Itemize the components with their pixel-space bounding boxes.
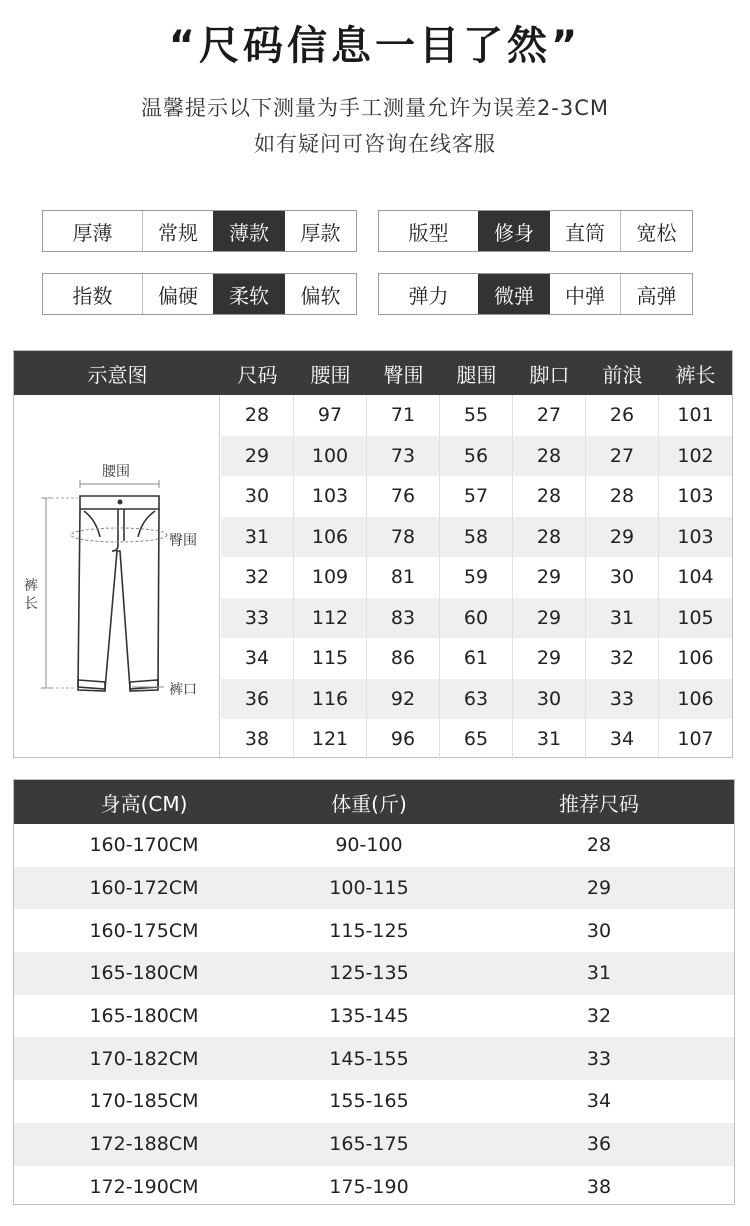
table-cell: 96 bbox=[367, 719, 440, 760]
recommendation-header bbox=[14, 780, 734, 824]
table-cell: 31 bbox=[586, 598, 659, 639]
header-thigh: 腿围 bbox=[456, 362, 497, 387]
table-cell: 160-175CM bbox=[89, 919, 199, 942]
header-waist: 腰围 bbox=[310, 362, 351, 387]
table-cell: 112 bbox=[294, 598, 367, 639]
table-cell: 76 bbox=[367, 476, 440, 517]
table-cell: 103 bbox=[677, 525, 714, 548]
table-cell: 115 bbox=[294, 638, 367, 679]
header-length: 裤长 bbox=[675, 362, 716, 387]
table-cell: 92 bbox=[367, 679, 440, 720]
table-cell: 30 bbox=[586, 919, 612, 942]
header-height: 身高(CM) bbox=[100, 791, 188, 816]
table-cell: 160-170CM bbox=[89, 834, 199, 857]
table-cell: 59 bbox=[440, 557, 513, 598]
table-cell: 29 bbox=[586, 877, 612, 900]
table-row bbox=[14, 909, 734, 952]
table-cell: 29 bbox=[221, 436, 294, 477]
softness-option-soft: 柔软 bbox=[213, 274, 284, 314]
table-cell: 60 bbox=[440, 598, 513, 639]
table-cell: 28 bbox=[586, 476, 659, 517]
table-cell: 172-190CM bbox=[89, 1175, 199, 1198]
header-hem: 脚口 bbox=[529, 362, 570, 387]
table-cell: 36 bbox=[221, 679, 294, 720]
table-cell: 26 bbox=[586, 395, 659, 436]
table-cell: 125-135 bbox=[329, 962, 409, 985]
size-chart-header bbox=[14, 351, 732, 395]
table-cell: 172-188CM bbox=[89, 1133, 199, 1156]
table-cell: 34 bbox=[586, 1090, 612, 1113]
table-cell: 32 bbox=[221, 557, 294, 598]
table-cell: 135-145 bbox=[329, 1005, 409, 1028]
length-label-bottom: 长 bbox=[24, 596, 38, 612]
table-cell: 165-175 bbox=[329, 1133, 409, 1156]
table-cell: 86 bbox=[367, 638, 440, 679]
table-cell: 71 bbox=[367, 395, 440, 436]
table-row bbox=[14, 824, 734, 867]
table-row bbox=[14, 952, 734, 995]
table-cell: 58 bbox=[440, 517, 513, 558]
table-cell: 30 bbox=[586, 557, 659, 598]
table-cell: 97 bbox=[294, 395, 367, 436]
thickness-option-thick: 厚款 bbox=[284, 211, 356, 251]
table-row bbox=[221, 638, 732, 679]
header-size: 尺码 bbox=[237, 362, 278, 387]
table-cell: 65 bbox=[440, 719, 513, 760]
table-cell: 103 bbox=[294, 476, 367, 517]
thickness-option-thin: 薄款 bbox=[213, 211, 284, 251]
table-row bbox=[221, 719, 732, 760]
table-cell: 55 bbox=[440, 395, 513, 436]
table-cell: 61 bbox=[440, 638, 513, 679]
table-row bbox=[221, 476, 732, 517]
table-cell: 101 bbox=[677, 404, 714, 427]
table-cell: 38 bbox=[586, 1175, 612, 1198]
table-row bbox=[221, 679, 732, 720]
thickness-attribute bbox=[42, 210, 357, 252]
table-row bbox=[221, 557, 732, 598]
table-cell: 27 bbox=[586, 436, 659, 477]
table-row bbox=[221, 395, 732, 436]
recommendation-body bbox=[14, 824, 734, 1208]
header-hip: 臀围 bbox=[383, 362, 424, 387]
fit-option-loose: 宽松 bbox=[620, 211, 692, 251]
table-cell: 116 bbox=[294, 679, 367, 720]
stretch-option-medium: 中弹 bbox=[549, 274, 620, 314]
table-cell: 34 bbox=[586, 719, 659, 760]
softness-option-softer: 偏软 bbox=[284, 274, 356, 314]
stretch-option-high: 高弹 bbox=[620, 274, 692, 314]
table-cell: 170-185CM bbox=[89, 1090, 199, 1113]
measurement-note: 温馨提示以下测量为手工测量允许为误差2-3CM bbox=[140, 96, 610, 120]
table-cell: 160-172CM bbox=[89, 877, 199, 900]
table-cell: 32 bbox=[586, 638, 659, 679]
table-cell: 107 bbox=[677, 728, 714, 751]
table-cell: 115-125 bbox=[329, 919, 409, 942]
table-cell: 30 bbox=[221, 476, 294, 517]
header-recommended-size: 推荐尺码 bbox=[559, 791, 639, 816]
table-cell: 32 bbox=[586, 1005, 612, 1028]
table-row bbox=[221, 517, 732, 558]
header-weight: 体重(斤) bbox=[331, 791, 407, 816]
hem-label: 裤口 bbox=[169, 682, 197, 698]
table-cell: 29 bbox=[513, 598, 586, 639]
table-cell: 28 bbox=[513, 436, 586, 477]
table-cell: 33 bbox=[221, 598, 294, 639]
table-row bbox=[221, 436, 732, 477]
size-chart-table bbox=[13, 350, 733, 758]
header-rise: 前浪 bbox=[602, 362, 643, 387]
table-cell: 29 bbox=[586, 517, 659, 558]
service-note: 如有疑问可咨询在线客服 bbox=[254, 132, 496, 156]
waist-label: 腰围 bbox=[102, 464, 130, 480]
table-row bbox=[221, 598, 732, 639]
table-cell: 121 bbox=[294, 719, 367, 760]
table-cell: 28 bbox=[221, 395, 294, 436]
table-cell: 78 bbox=[367, 517, 440, 558]
pants-diagram bbox=[14, 395, 220, 757]
table-cell: 29 bbox=[513, 638, 586, 679]
table-cell: 28 bbox=[513, 517, 586, 558]
fit-attribute bbox=[378, 210, 693, 252]
table-cell: 56 bbox=[440, 436, 513, 477]
table-cell: 170-182CM bbox=[89, 1047, 199, 1070]
stretch-option-slight: 微弹 bbox=[478, 274, 549, 314]
table-cell: 90-100 bbox=[335, 834, 403, 857]
table-cell: 105 bbox=[677, 606, 714, 629]
thickness-option-regular: 常规 bbox=[142, 211, 213, 251]
table-cell: 28 bbox=[586, 834, 612, 857]
softness-attribute bbox=[42, 273, 357, 315]
stretch-label: 弹力 bbox=[408, 283, 449, 308]
length-label-top: 裤 bbox=[24, 578, 38, 594]
header-diagram: 示意图 bbox=[87, 362, 148, 387]
table-cell: 33 bbox=[586, 679, 659, 720]
table-cell: 73 bbox=[367, 436, 440, 477]
softness-label: 指数 bbox=[72, 283, 113, 308]
table-cell: 104 bbox=[677, 566, 714, 589]
page-title: “尺码信息一目了然” bbox=[168, 23, 582, 69]
table-cell: 33 bbox=[586, 1047, 612, 1070]
table-cell: 38 bbox=[221, 719, 294, 760]
table-cell: 34 bbox=[221, 638, 294, 679]
table-cell: 81 bbox=[367, 557, 440, 598]
table-row bbox=[14, 995, 734, 1038]
table-cell: 83 bbox=[367, 598, 440, 639]
table-cell: 106 bbox=[677, 687, 714, 710]
table-cell: 100 bbox=[294, 436, 367, 477]
table-row bbox=[14, 867, 734, 910]
table-cell: 155-165 bbox=[329, 1090, 409, 1113]
fit-label: 版型 bbox=[408, 220, 449, 245]
softness-option-hard: 偏硬 bbox=[142, 274, 213, 314]
table-cell: 106 bbox=[294, 517, 367, 558]
table-cell: 28 bbox=[513, 476, 586, 517]
table-row bbox=[14, 1037, 734, 1080]
table-cell: 109 bbox=[294, 557, 367, 598]
table-cell: 103 bbox=[677, 485, 714, 508]
table-cell: 27 bbox=[513, 395, 586, 436]
table-cell: 36 bbox=[586, 1133, 612, 1156]
table-cell: 102 bbox=[677, 444, 714, 467]
table-cell: 29 bbox=[513, 557, 586, 598]
table-cell: 31 bbox=[221, 517, 294, 558]
table-cell: 57 bbox=[440, 476, 513, 517]
table-cell: 31 bbox=[586, 962, 612, 985]
table-cell: 165-180CM bbox=[89, 962, 199, 985]
fit-option-straight: 直筒 bbox=[549, 211, 620, 251]
table-row bbox=[14, 1166, 734, 1209]
size-chart-body bbox=[221, 395, 732, 760]
fit-option-slim: 修身 bbox=[478, 211, 549, 251]
table-cell: 145-155 bbox=[329, 1047, 409, 1070]
thickness-label: 厚薄 bbox=[72, 220, 113, 245]
table-cell: 100-115 bbox=[329, 877, 409, 900]
size-recommendation-table bbox=[13, 779, 735, 1205]
table-row bbox=[14, 1123, 734, 1166]
stretch-attribute bbox=[378, 273, 693, 315]
table-cell: 106 bbox=[677, 647, 714, 670]
table-cell: 31 bbox=[513, 719, 586, 760]
table-cell: 63 bbox=[440, 679, 513, 720]
pants-illustration bbox=[14, 395, 220, 757]
table-cell: 30 bbox=[513, 679, 586, 720]
table-row bbox=[14, 1080, 734, 1123]
hip-label: 臀围 bbox=[169, 533, 197, 549]
table-cell: 165-180CM bbox=[89, 1005, 199, 1028]
table-cell: 175-190 bbox=[329, 1175, 409, 1198]
